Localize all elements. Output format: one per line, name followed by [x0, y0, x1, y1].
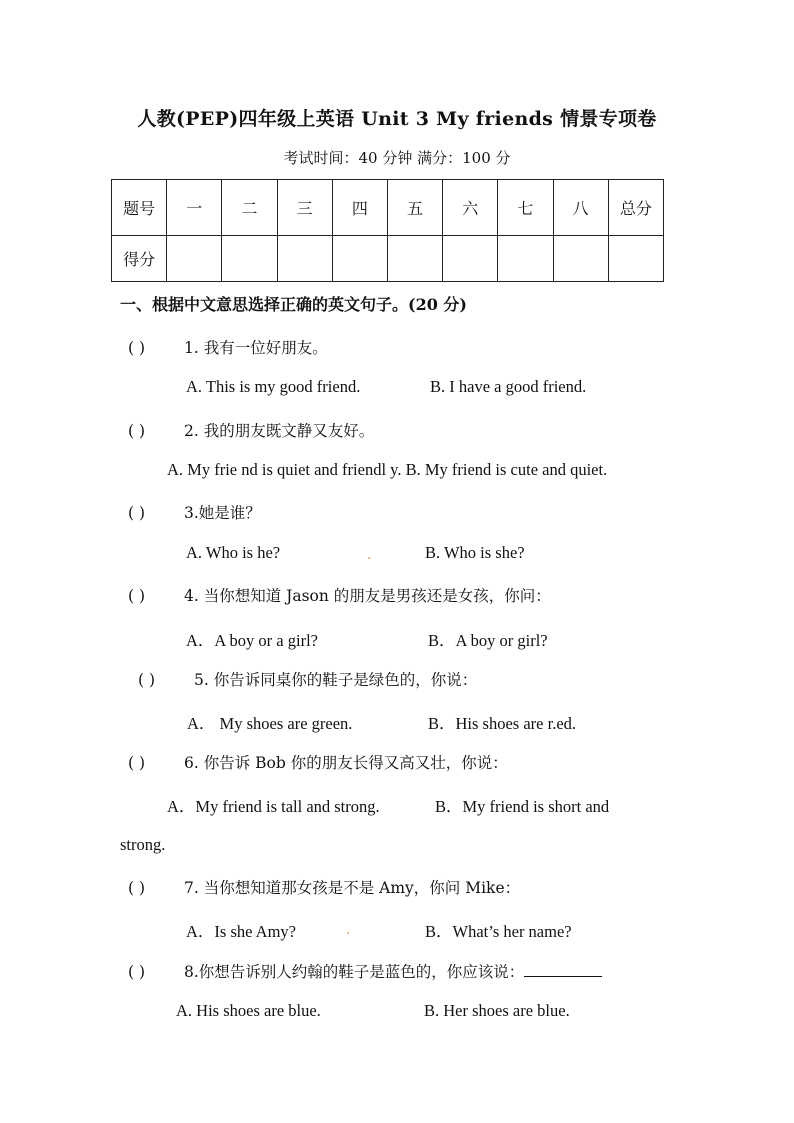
score-row-label: 得分 — [112, 236, 167, 282]
option-b: B. Who is she? — [425, 543, 525, 562]
score-cell — [553, 236, 608, 282]
answer-paren: ( ) — [128, 879, 146, 897]
question-text: 2. 我的朋友既文静又友好。 — [184, 422, 375, 440]
score-header-cell: 二 — [222, 180, 277, 236]
question-8 — [128, 960, 602, 982]
question-text: 8.你想告诉别人约翰的鞋子是蓝色的，你应该说： — [184, 963, 525, 981]
question-7 — [128, 876, 520, 898]
score-table — [111, 179, 664, 282]
score-header-cell: 六 — [443, 180, 498, 236]
question-3 — [128, 501, 261, 523]
score-cell — [498, 236, 553, 282]
score-header-cell: 七 — [498, 180, 553, 236]
answer-paren: ( ) — [128, 754, 146, 772]
question-text: 5. 你告诉同桌你的鞋子是绿色的，你说： — [194, 671, 478, 689]
question-2 — [128, 419, 374, 441]
option-a: A. This is my good friend. — [186, 377, 361, 396]
score-header-cell: 五 — [387, 180, 442, 236]
score-cell — [608, 236, 663, 282]
question-text: 3.她是谁？ — [184, 504, 261, 522]
option-b: B. Her shoes are blue. — [424, 1001, 570, 1020]
option-b: B．My friend is short and — [435, 797, 610, 816]
option-b: B．His shoes are r.ed. — [428, 714, 577, 733]
question-5 — [138, 668, 477, 690]
score-table-header-row — [112, 180, 664, 236]
option-b: B．A boy or girl? — [428, 631, 548, 650]
question-1 — [128, 336, 328, 358]
score-cell — [167, 236, 222, 282]
stray-mark: . — [367, 547, 372, 563]
question-text: 4. 当你想知道 Jason 的朋友是男孩还是女孩，你问： — [184, 587, 551, 605]
answer-paren: ( ) — [128, 963, 146, 981]
option-b: B. I have a good friend. — [430, 377, 587, 396]
score-header-cell: 八 — [553, 180, 608, 236]
score-cell — [222, 236, 277, 282]
option-a: A．A boy or a girl? — [186, 631, 318, 650]
score-cell — [277, 236, 332, 282]
question-text: 6. 你告诉 Bob 你的朋友长得又高又壮，你说： — [184, 754, 508, 772]
option-a: A. Who is he? — [186, 543, 281, 562]
answer-blank[interactable] — [524, 962, 602, 977]
exam-title: 人教(PEP)四年级上英语 Unit 3 My friends 情景专项卷 — [137, 108, 657, 130]
option-b: B．What’s her name? — [425, 922, 572, 941]
answer-paren: ( ) — [128, 504, 146, 522]
score-header-cell: 四 — [332, 180, 387, 236]
option-a: A． My shoes are green. — [187, 714, 353, 733]
stray-mark: . — [346, 922, 351, 938]
score-header-cell: 总分 — [608, 180, 663, 236]
question-text: 7. 当你想知道那女孩是不是 Amy，你问 Mike： — [184, 879, 521, 897]
option-ab: A. My frie nd is quiet and friendl y. B. My friend is cute and quiet. — [167, 460, 608, 479]
answer-paren: ( ) — [128, 587, 146, 605]
score-cell — [332, 236, 387, 282]
option-a: A．My friend is tall and strong. — [167, 797, 380, 816]
question-text: 1. 我有一位好朋友。 — [184, 339, 328, 357]
question-6 — [128, 751, 508, 773]
score-header-cell: 题号 — [112, 180, 167, 236]
section-heading: 一、根据中文意思选择正确的英文句子。(20 分) — [120, 295, 467, 314]
score-cell — [387, 236, 442, 282]
score-table-score-row — [112, 236, 664, 282]
score-cell — [443, 236, 498, 282]
option-b-continuation: strong. — [120, 835, 166, 854]
exam-info: 考试时间：40 分钟 满分：100 分 — [283, 149, 511, 167]
answer-paren: ( ) — [128, 339, 146, 357]
score-header-cell: 三 — [277, 180, 332, 236]
question-4 — [128, 584, 551, 606]
score-header-cell: 一 — [167, 180, 222, 236]
option-a: A. His shoes are blue. — [176, 1001, 321, 1020]
option-a: A．Is she Amy? — [186, 922, 296, 941]
answer-paren: ( ) — [128, 422, 146, 440]
answer-paren: ( ) — [138, 671, 156, 689]
